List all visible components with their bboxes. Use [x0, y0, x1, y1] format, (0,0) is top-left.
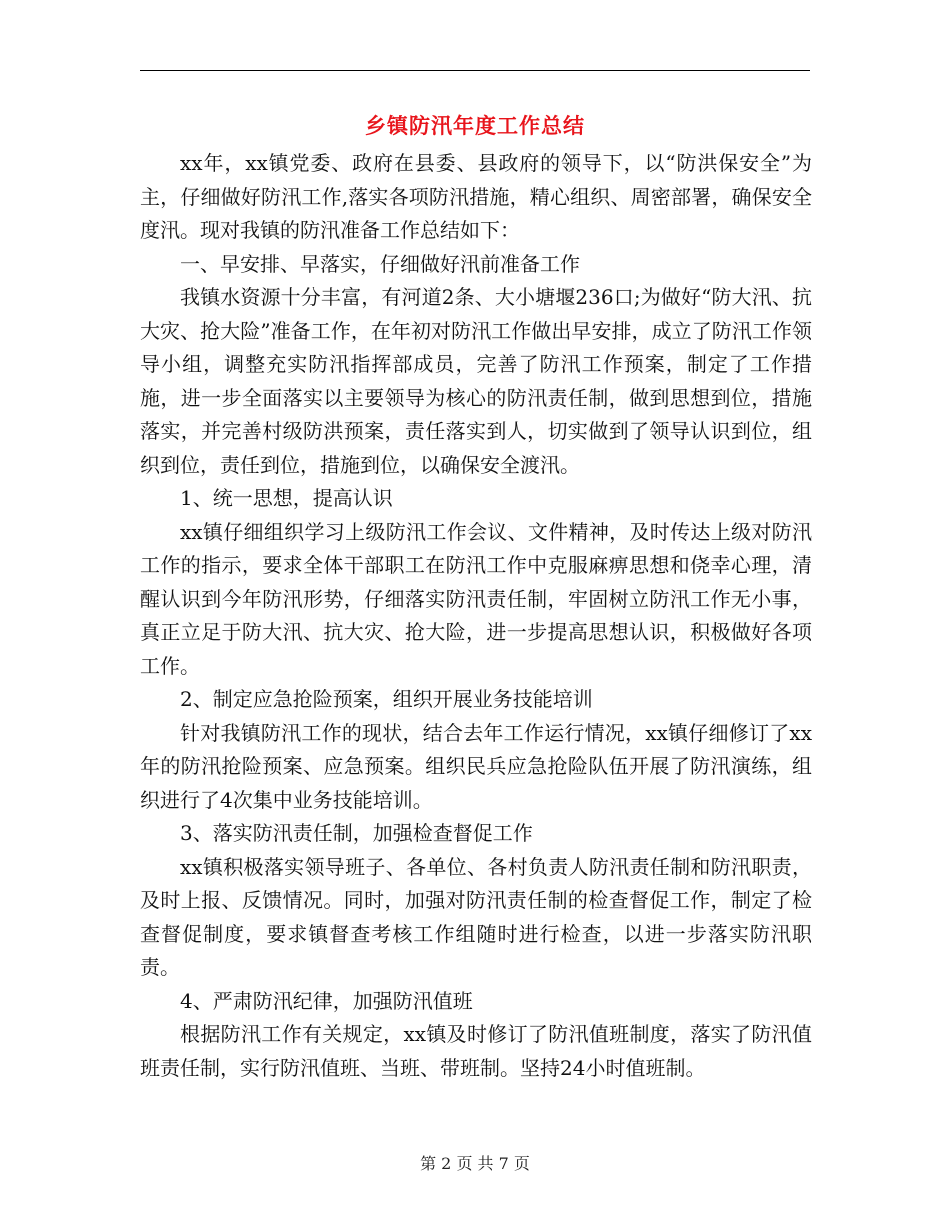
paragraph-item-3: xx镇积极落实领导班子、各单位、各村负责人防汛责任制和防汛职责，及时上报、反馈情况。同时，加强对防汛责任制的检查督促工作，制定了检查督促制度，要求镇督查考核工作组随时进行检查，以进一步落实防汛职责。: [140, 854, 812, 979]
document-body: [140, 147, 812, 1085]
page-number: 第 2 页 共 7 页: [420, 1154, 530, 1173]
header-rule: [140, 70, 810, 71]
heading-section-1: 一、早安排、早落实，仔细做好汛前准备工作: [180, 251, 580, 276]
heading-item-1: 1、统一思想，提高认识: [180, 486, 393, 510]
paragraph-item-2: 针对我镇防汛工作的现状，结合去年工作运行情况，xx镇仔细修订了xx年的防汛抢险预案、应急预案。组织民兵应急抢险队伍开展了防汛演练，组织进行了4次集中业务技能培训。: [140, 720, 812, 812]
paragraph-item-1: xx镇仔细组织学习上级防汛工作会议、文件精神，及时传达上级对防汛工作的指示，要求全体干部职工在防汛工作中克服麻痹思想和侥幸心理，清醒认识到今年防汛形势，仔细落实防汛责任制，牢固树立防汛工作无小事，真正立足于防大汛、抗大灾、抢大险，进一步提高思想认识，积极做好各项工作。: [140, 519, 812, 678]
heading-item-2: 2、制定应急抢险预案，组织开展业务技能培训: [180, 687, 593, 711]
paragraph-item-4: 根据防汛工作有关规定，xx镇及时修订了防汛值班制度，落实了防汛值班责任制，实行防汛值班、当班、带班制。坚持24小时值班制。: [140, 1022, 812, 1080]
heading-item-4: 4、严肃防汛纪律，加强防汛值班: [180, 988, 473, 1013]
document-title: 乡镇防汛年度工作总结: [365, 114, 585, 138]
paragraph-intro: xx年，xx镇党委、政府在县委、县政府的领导下，以“防洪保安全”为主，仔细做好防汛工作,落实各项防汛措施，精心组织、周密部署，确保安全度汛。现对我镇的防汛准备工作总结如下：: [140, 151, 812, 242]
heading-item-3: 3、落实防汛责任制，加强检查督促工作: [180, 821, 533, 845]
paragraph-section-1: 我镇水资源十分丰富，有河道2条、大小塘堰236口;为做好“防大汛、抗大灾、抢大险”准备工作，在年初对防汛工作做出早安排，成立了防汛工作领导小组，调整充实防汛指挥部成员，完善了防汛工作预案，制定了工作措施，进一步全面落实以主要领导为核心的防汛责任制，做到思想到位，措施落实，并完善村级防洪预案，责任落实到人，切实做到了领导认识到位，组织到位，责任到位，措施到位，以确保安全渡汛。: [140, 285, 812, 477]
